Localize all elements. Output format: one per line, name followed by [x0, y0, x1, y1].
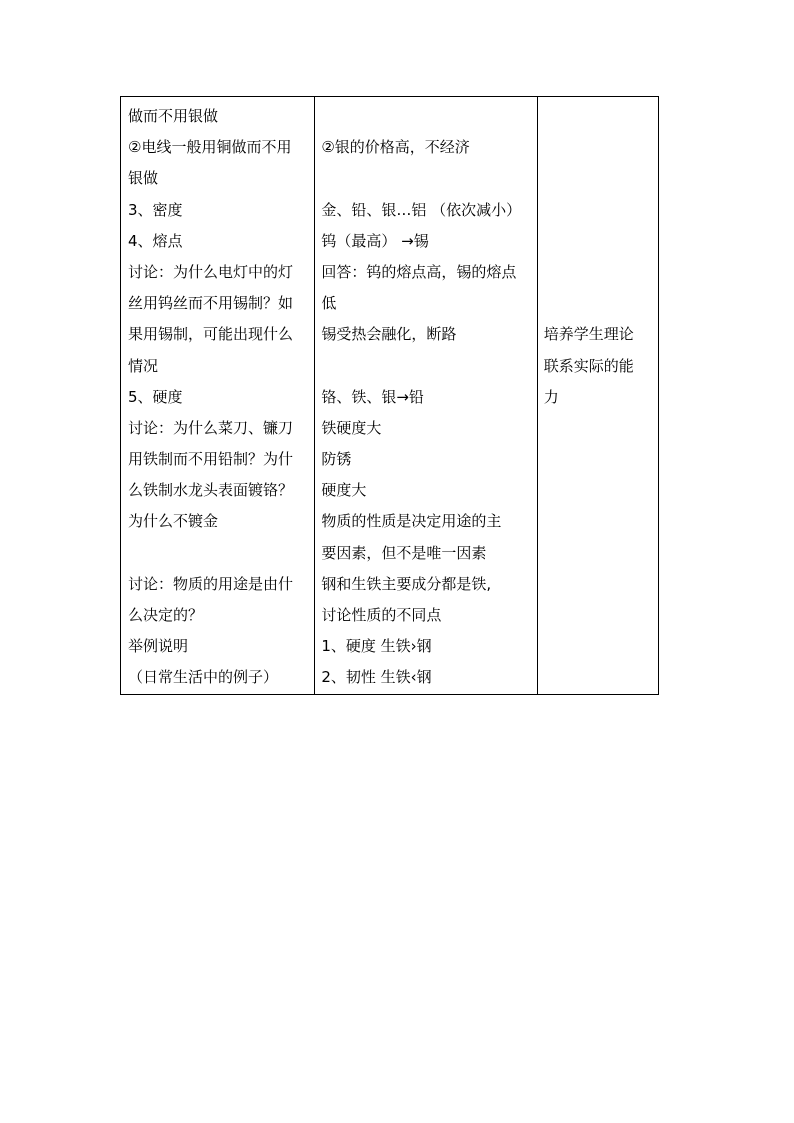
- text-line: 硬度大: [321, 481, 367, 500]
- text-line: 3、密度: [128, 200, 183, 219]
- text-line: 丝用钨丝而不用锡制？如: [128, 294, 294, 313]
- text-line: 4、熔点: [128, 231, 183, 250]
- text-line: 5、硬度: [128, 387, 183, 406]
- text-line: 做而不用银做: [128, 107, 219, 125]
- text-line: 果用锡制，可能出现什么: [128, 325, 294, 344]
- text-line: 用铁制而不用铅制？为什: [128, 450, 294, 469]
- text-line: 要因素，但不是唯一因素: [321, 543, 487, 562]
- text-line: 1、硬度 生铁›钢: [321, 637, 432, 656]
- text-line: 防锈: [321, 450, 352, 469]
- text-line: 情况: [128, 356, 159, 375]
- text-line: 银做: [128, 169, 159, 188]
- text-line: 金、铅、银…铝 （依次减小）: [321, 200, 522, 219]
- text-line: ②银的价格高，不经济: [321, 138, 470, 157]
- text-line: 讨论：为什么电灯中的灯: [128, 262, 294, 281]
- text-line: [128, 538, 310, 569]
- text-line: （日常生活中的例子）: [128, 668, 279, 687]
- text-line: 为什么不镀金: [128, 512, 219, 531]
- text-line: [544, 288, 654, 319]
- text-line: 2、韧性 生铁‹钢: [321, 668, 432, 687]
- text-line: [544, 132, 654, 163]
- text-line: [321, 101, 532, 132]
- text-line: 培养学生理论: [543, 325, 634, 344]
- text-line: 低: [321, 294, 337, 313]
- text-line: 举例说明: [128, 637, 189, 656]
- text-line: 锡受热会融化，断路: [321, 325, 457, 344]
- text-line: 回答：钨的熔点高，锡的熔点: [321, 262, 517, 281]
- text-line: [544, 101, 654, 132]
- text-line: 联系实际的能: [543, 356, 634, 375]
- text-line: 么铁制水龙头表面镀铬？: [128, 481, 294, 500]
- text-line: 铁硬度大: [321, 418, 382, 437]
- text-line: [321, 351, 532, 382]
- text-line: 物质的性质是决定用途的主: [321, 512, 502, 531]
- lesson-plan-table: [120, 96, 659, 695]
- text-line: 铬、铁、银→铅: [321, 387, 424, 406]
- text-line: [544, 195, 654, 226]
- text-line: 讨论：物质的用途是由什: [128, 574, 294, 593]
- text-line: 么决定的？: [128, 606, 204, 624]
- design-intent-cell: [537, 97, 658, 695]
- student-activity-cell: [315, 97, 537, 695]
- text-line: [544, 163, 654, 194]
- text-line: 力: [543, 387, 559, 406]
- text-line: 钢和生铁主要成分都是铁,: [321, 574, 492, 593]
- text-line: 钨（最高） →锡: [321, 231, 429, 250]
- text-line: 讨论性质的不同点: [321, 606, 442, 624]
- text-line: [544, 226, 654, 257]
- teaching-content-cell: [121, 97, 315, 695]
- text-line: [321, 163, 532, 194]
- text-line: ②电线一般用铜做而不用: [128, 138, 292, 157]
- table-row: [121, 97, 659, 695]
- text-line: 讨论：为什么菜刀、镰刀: [128, 418, 294, 437]
- text-line: [544, 257, 654, 288]
